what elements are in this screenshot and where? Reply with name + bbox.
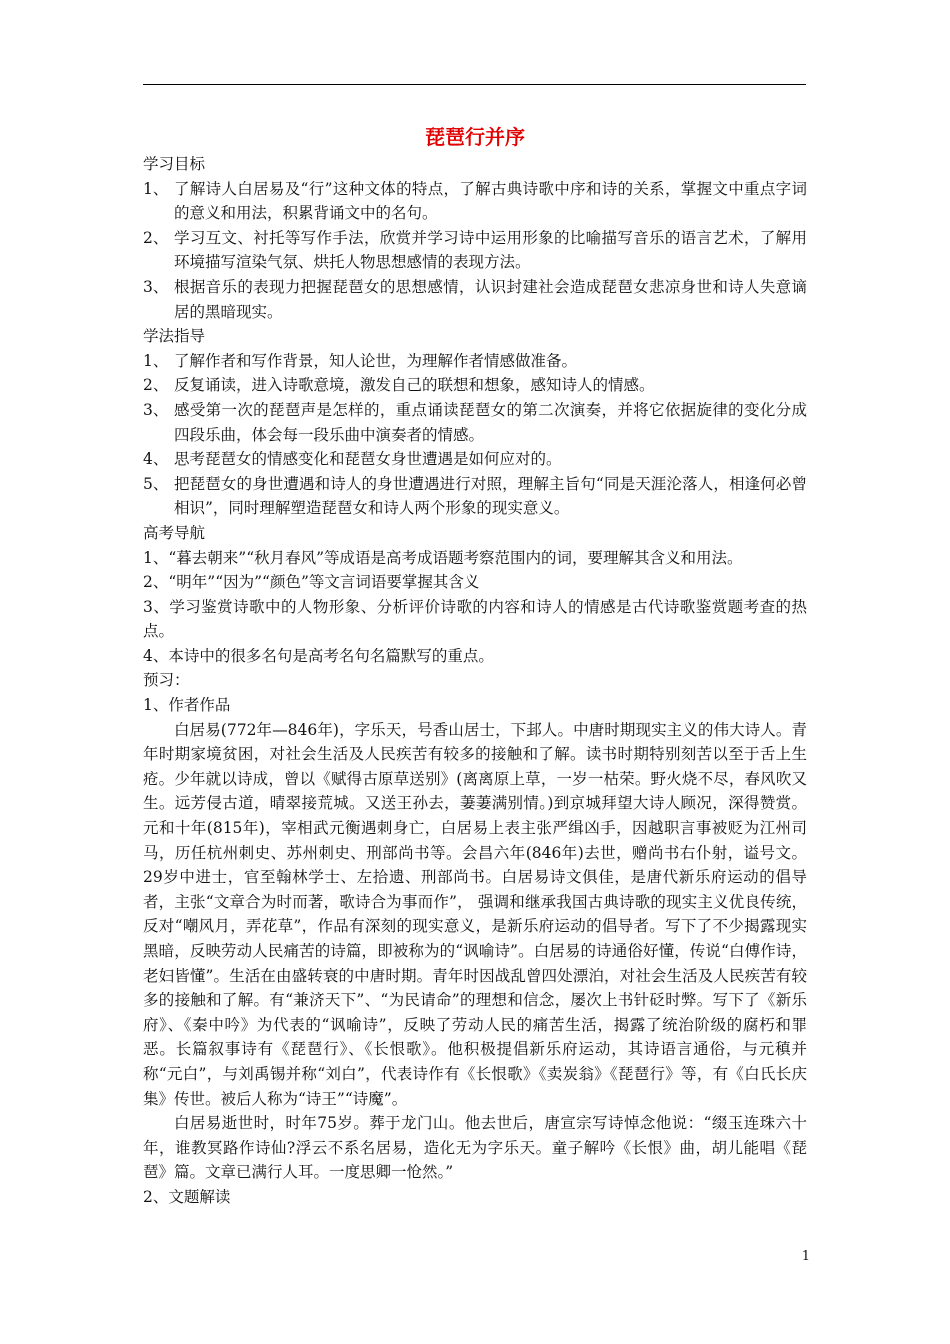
item-text: 把琵琶女的身世遭遇和诗人的身世遭遇进行对照，理解主旨句“同是天涯沦落人，相逢何必曾相识”，同时理解塑造琵琶女和诗人两个形象的现实意义。 (174, 474, 807, 518)
author-biography-paragraph: 白居易(772年—846年)，字乐天，号香山居士，下邽人。中唐时期现实主义的伟大诗人。青年时期家境贫困，对社会生活及人民疾苦有较多的接触和了解。读书时期特别刻苦以至于舌上生疮。少年就以诗成，曾以《赋得古原草送别》(离离原上草，一岁一枯荣。野火烧不尽，春风吹又生。远芳侵古道，晴翠接荒城。又送王孙去，萋萋满别情。)到京城拜望大诗人顾况，深得赞赏。元和十年(815年)，宰相武元衡遇刺身亡，白居易上表主张严缉凶手，因越职言事被贬为江州司马，历任杭州刺史、苏州刺史、刑部尚书等。会昌六年(846年)去世，赠尚书右仆射，谥号文。29岁中进士，官至翰林学士、左拾遗、刑部尚书。白居易诗文俱佳，是唐代新乐府运动的倡导者，主张“文章合为时而著，歌诗合为事而作”， 强调和继承我国古典诗歌的现实主义优良传统，反对“嘲风月，弄花草”，作品有深刻的现实意义，是新乐府运动的倡导者。写下了不少揭露现实黑暗，反映劳动人民痛苦的诗篇，即被称为的“讽喻诗”。白居易的诗通俗好懂，传说“白傅作诗，老妇皆懂”。生活在由盛转衰的中唐时期。青年时因战乱曾四处漂泊，对社会生活及人民疾苦有较多的接触和了解。有“兼济天下”、“为民请命”的理想和信念，屡次上书针砭时弊。写下了《新乐府》、《秦中吟》为代表的“讽喻诗”，反映了劳动人民的痛苦生活，揭露了统治阶级的腐朽和罪恶。长篇叙事诗有《琵琶行》、《长恨歌》。他积极提倡新乐府运动，其诗语言通俗，与元稹并称“元白”，与刘禹锡并称“刘白”，代表诗作有《长恨歌》《卖炭翁》《琵琶行》等，有《白氏长庆集》传世。被后人称为“诗王”“诗魔”。 (143, 720, 807, 1108)
item-text: 感受第一次的琵琶声是怎样的，重点诵读琵琶女的第二次演奏，并将它依据旋律的变化分成四段乐曲，体会每一段乐曲中演奏者的情感。 (174, 400, 807, 444)
exam-item: 3、学习鉴赏诗歌中的人物形象、分析评价诗歌的内容和诗人的情感是古代诗歌鉴赏题考查的热点。 (143, 597, 807, 641)
objective-item (143, 275, 807, 324)
header-rule (143, 84, 806, 85)
method-item (143, 472, 807, 521)
exam-item: 4、本诗中的很多名句是高考名句名篇默写的重点。 (143, 646, 494, 665)
page-number: 1 (801, 1249, 810, 1264)
subheading-author-works: 1、作者作品 (143, 696, 231, 715)
item-text: 了解作者和写作背景，知人论世，为理解作者情感做准备。 (174, 351, 578, 370)
item-number: 5、 (143, 474, 169, 493)
item-number: 3、 (143, 277, 169, 296)
method-item (143, 349, 807, 374)
exam-item: 1、“暮去朝来”“秋月春风”等成语是高考成语题考察范围内的词，要理解其含义和用法。 (143, 548, 743, 567)
document-title: 琵琶行并序 (425, 125, 525, 149)
method-item (143, 447, 807, 472)
item-number: 3、 (143, 400, 169, 419)
item-number: 1、 (143, 351, 169, 370)
section-heading-exam: 高考导航 (143, 523, 206, 542)
item-text: 反复诵读，进入诗歌意境，激发自己的联想和想象，感知诗人的情感。 (174, 376, 655, 395)
item-number: 1、 (143, 179, 169, 198)
item-text: 了解诗人白居易及“行”这种文体的特点，了解古典诗歌中序和诗的关系，掌握文中重点字词的意义和用法，积累背诵文中的名句。 (174, 179, 807, 223)
item-text: 根据音乐的表现力把握琵琶女的思想感情，认识封建社会造成琵琶女悲凉身世和诗人失意谪居的黑暗现实。 (174, 277, 807, 321)
page-content (143, 122, 807, 1210)
objective-item (143, 177, 807, 226)
section-heading-methods: 学法指导 (143, 327, 206, 346)
exam-item: 2、“明年”“因为”“颜色”等文言词语要掌握其含义 (143, 573, 480, 592)
subheading-title-interpretation: 2、文题解读 (143, 1187, 231, 1206)
item-text: 学习互文、衬托等写作手法，欣赏并学习诗中运用形象的比喻描写音乐的语言艺术，了解用环境描写渲染气氛、烘托人物思想感情的表现方法。 (174, 228, 807, 272)
section-heading-objectives: 学习目标 (143, 155, 206, 173)
section-heading-preview: 预习： (143, 671, 190, 690)
item-number: 2、 (143, 228, 169, 247)
method-item (143, 373, 807, 398)
item-text: 思考琵琶女的情感变化和琵琶女身世遭遇是如何应对的。 (174, 450, 562, 469)
author-death-paragraph: 白居易逝世时，时年75岁。葬于龙门山。他去世后，唐宣宗写诗悼念他说：“缀玉连珠六十年，谁教冥路作诗仙?浮云不系名居易，造化无为字乐天。童子解吟《长恨》曲，胡儿能唱《琵琶》篇。文章已满行人耳。一度思卿一怆然。” (143, 1114, 807, 1182)
method-item (143, 398, 807, 447)
objective-item (143, 226, 807, 275)
item-number: 2、 (143, 376, 169, 395)
item-number: 4、 (143, 450, 169, 469)
